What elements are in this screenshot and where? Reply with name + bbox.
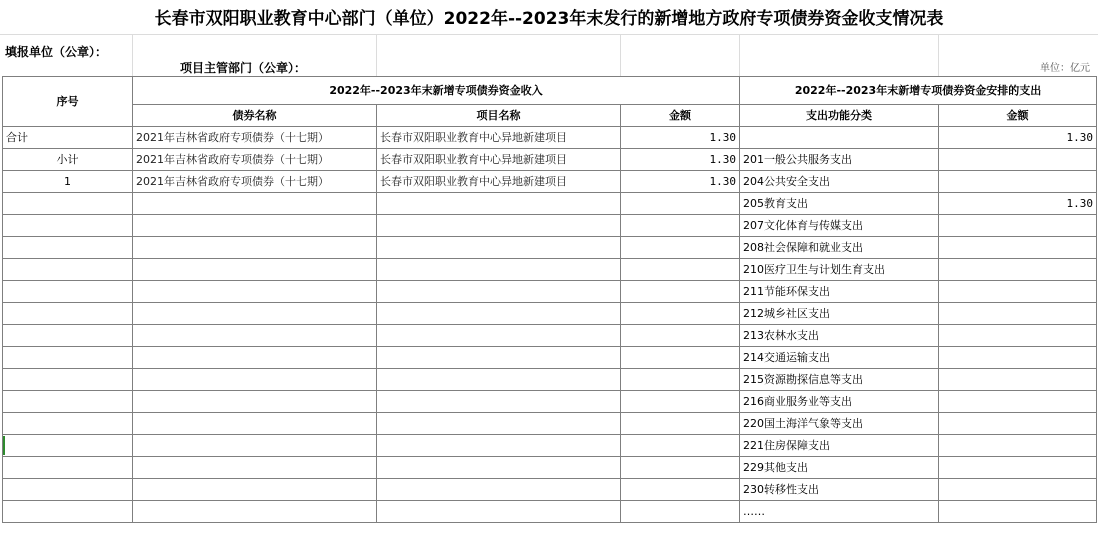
expense-amount-cell[interactable] [939, 237, 1097, 259]
seq-cell[interactable] [3, 369, 133, 391]
table-row [3, 347, 1097, 369]
expense-amount-cell[interactable] [939, 413, 1097, 435]
table-row [3, 457, 1097, 479]
expense-category-cell[interactable]: 230转移性支出 [740, 479, 939, 501]
amount-cell[interactable] [621, 193, 740, 215]
header-bond-name[interactable]: 债券名称 [133, 105, 377, 127]
project-name-cell[interactable] [377, 303, 621, 325]
header-row-1 [3, 77, 1097, 105]
header-expense-amount[interactable]: 金额 [939, 105, 1097, 127]
expense-amount-cell[interactable] [939, 325, 1097, 347]
seq-cell[interactable] [3, 325, 133, 347]
expense-amount-cell[interactable] [939, 369, 1097, 391]
gridline [739, 34, 740, 76]
project-name-cell[interactable] [377, 347, 621, 369]
table-row [3, 435, 1097, 457]
expense-category-cell[interactable]: 210医疗卫生与计划生育支出 [740, 259, 939, 281]
bond-name-cell[interactable] [133, 391, 377, 413]
bond-name-cell[interactable] [133, 435, 377, 457]
gridline [0, 34, 1098, 35]
amount-cell[interactable] [621, 215, 740, 237]
bond-name-cell[interactable] [133, 501, 377, 523]
table-row [3, 281, 1097, 303]
table-row [3, 193, 1097, 215]
bond-name-cell[interactable] [133, 413, 377, 435]
expense-amount-cell[interactable] [939, 435, 1097, 457]
seq-cell[interactable] [3, 413, 133, 435]
amount-cell[interactable] [621, 237, 740, 259]
amount-cell[interactable] [621, 259, 740, 281]
amount-cell[interactable] [621, 457, 740, 479]
amount-cell[interactable] [621, 501, 740, 523]
bond-name-cell[interactable] [133, 347, 377, 369]
header-income-group[interactable]: 2022年--2023年末新增专项债券资金收入 [133, 77, 740, 105]
table-row [3, 215, 1097, 237]
header-amount[interactable]: 金额 [621, 105, 740, 127]
table-row [3, 325, 1097, 347]
header-expense-group[interactable]: 2022年--2023年末新增专项债券资金安排的支出 [740, 77, 1097, 105]
expense-amount-cell[interactable]: 1.30 [939, 193, 1097, 215]
project-name-cell[interactable] [377, 193, 621, 215]
bond-name-cell[interactable] [133, 215, 377, 237]
project-name-cell[interactable] [377, 215, 621, 237]
expense-amount-cell[interactable] [939, 479, 1097, 501]
expense-category-cell[interactable] [740, 127, 939, 149]
project-name-cell[interactable] [377, 237, 621, 259]
seq-cell[interactable] [3, 479, 133, 501]
expense-amount-cell[interactable] [939, 215, 1097, 237]
amount-cell[interactable] [621, 347, 740, 369]
project-name-cell[interactable] [377, 391, 621, 413]
amount-cell[interactable] [621, 303, 740, 325]
bond-name-cell[interactable] [133, 237, 377, 259]
table-row [3, 501, 1097, 523]
table-row [3, 237, 1097, 259]
seq-cell[interactable]: 1 [3, 171, 133, 193]
table-row [3, 171, 1097, 193]
gridline [620, 34, 621, 76]
seq-cell[interactable] [3, 215, 133, 237]
amount-cell[interactable]: 1.30 [621, 127, 740, 149]
table-row [3, 259, 1097, 281]
table-row [3, 303, 1097, 325]
expense-category-cell[interactable]: 212城乡社区支出 [740, 303, 939, 325]
expense-amount-cell[interactable] [939, 391, 1097, 413]
project-name-cell[interactable]: 长春市双阳职业教育中心异地新建项目 [377, 127, 621, 149]
expense-category-cell[interactable]: 201一般公共服务支出 [740, 149, 939, 171]
table-row [3, 127, 1097, 149]
expense-amount-cell[interactable] [939, 501, 1097, 523]
table-row [3, 369, 1097, 391]
seq-cell[interactable]: 合计 [3, 127, 133, 149]
bond-name-cell[interactable]: 2021年吉林省政府专项债券（十七期） [133, 171, 377, 193]
expense-category-cell[interactable]: 204公共安全支出 [740, 171, 939, 193]
project-name-cell[interactable] [377, 457, 621, 479]
project-name-cell[interactable] [377, 435, 621, 457]
expense-category-cell[interactable]: 205教育支出 [740, 193, 939, 215]
seq-cell[interactable] [3, 391, 133, 413]
bond-name-cell[interactable] [133, 457, 377, 479]
expense-amount-cell[interactable] [939, 149, 1097, 171]
project-name-cell[interactable] [377, 281, 621, 303]
expense-category-cell[interactable]: 215资源勘探信息等支出 [740, 369, 939, 391]
cell-selection-marker [3, 436, 5, 455]
expense-amount-cell[interactable] [939, 303, 1097, 325]
bond-name-cell[interactable]: 2021年吉林省政府专项债券（十七期） [133, 127, 377, 149]
sheet-title: 长春市双阳职业教育中心部门（单位）2022年--2023年末发行的新增地方政府专项债券资金收支情况表 [154, 9, 944, 29]
amount-cell[interactable]: 1.30 [621, 171, 740, 193]
seq-cell[interactable] [3, 281, 133, 303]
supervisor-label: 项目主管部门（公章）： [180, 61, 307, 75]
project-name-cell[interactable] [377, 413, 621, 435]
project-name-cell[interactable] [377, 325, 621, 347]
expense-category-cell[interactable]: 221住房保障支出 [740, 435, 939, 457]
expense-category-cell[interactable]: 229其他支出 [740, 457, 939, 479]
seq-cell[interactable] [3, 303, 133, 325]
amount-cell[interactable]: 1.30 [621, 149, 740, 171]
project-name-cell[interactable] [377, 259, 621, 281]
project-name-cell[interactable]: 长春市双阳职业教育中心异地新建项目 [377, 171, 621, 193]
project-name-cell[interactable] [377, 479, 621, 501]
table-row [3, 479, 1097, 501]
unit-label: 单位：亿元 [1040, 63, 1090, 74]
gridline [132, 34, 133, 76]
bond-name-cell[interactable] [133, 193, 377, 215]
bond-name-cell[interactable] [133, 325, 377, 347]
bond-name-cell[interactable] [133, 259, 377, 281]
amount-cell[interactable] [621, 435, 740, 457]
amount-cell[interactable] [621, 325, 740, 347]
gridline [376, 34, 377, 76]
amount-cell[interactable] [621, 479, 740, 501]
header-seq[interactable]: 序号 [3, 77, 133, 127]
bond-name-cell[interactable] [133, 303, 377, 325]
expense-category-cell[interactable]: 214交通运输支出 [740, 347, 939, 369]
expense-amount-cell[interactable] [939, 281, 1097, 303]
header-expense-category[interactable]: 支出功能分类 [740, 105, 939, 127]
table-row [3, 149, 1097, 171]
data-table [2, 76, 1097, 523]
amount-cell[interactable] [621, 413, 740, 435]
project-name-cell[interactable] [377, 369, 621, 391]
expense-amount-cell[interactable] [939, 171, 1097, 193]
expense-amount-cell[interactable] [939, 457, 1097, 479]
expense-category-cell[interactable]: 213农林水支出 [740, 325, 939, 347]
expense-category-cell[interactable]: 220国土海洋气象等支出 [740, 413, 939, 435]
seq-cell[interactable] [3, 259, 133, 281]
seq-cell[interactable] [3, 457, 133, 479]
bond-name-cell[interactable] [133, 479, 377, 501]
expense-category-cell[interactable]: 208社会保障和就业支出 [740, 237, 939, 259]
seq-cell[interactable] [3, 435, 133, 457]
project-name-cell[interactable]: 长春市双阳职业教育中心异地新建项目 [377, 149, 621, 171]
expense-amount-cell[interactable]: 1.30 [939, 127, 1097, 149]
seq-cell[interactable] [3, 347, 133, 369]
seq-cell[interactable]: 小计 [3, 149, 133, 171]
bond-name-cell[interactable] [133, 369, 377, 391]
amount-cell[interactable] [621, 391, 740, 413]
bond-name-cell[interactable]: 2021年吉林省政府专项债券（十七期） [133, 149, 377, 171]
project-name-cell[interactable] [377, 501, 621, 523]
seq-cell[interactable] [3, 237, 133, 259]
amount-cell[interactable] [621, 369, 740, 391]
expense-category-cell[interactable]: 216商业服务业等支出 [740, 391, 939, 413]
table-row [3, 391, 1097, 413]
expense-category-cell[interactable]: …… [740, 501, 939, 523]
table-row [3, 413, 1097, 435]
amount-cell[interactable] [621, 281, 740, 303]
reporting-unit-label: 填报单位（公章）： [5, 45, 108, 59]
seq-cell[interactable] [3, 501, 133, 523]
seq-cell[interactable] [3, 193, 133, 215]
expense-category-cell[interactable]: 207文化体育与传媒支出 [740, 215, 939, 237]
header-row-2 [3, 105, 1097, 127]
gridline [938, 34, 939, 76]
header-project-name[interactable]: 项目名称 [377, 105, 621, 127]
expense-amount-cell[interactable] [939, 259, 1097, 281]
expense-amount-cell[interactable] [939, 347, 1097, 369]
bond-name-cell[interactable] [133, 281, 377, 303]
expense-category-cell[interactable]: 211节能环保支出 [740, 281, 939, 303]
